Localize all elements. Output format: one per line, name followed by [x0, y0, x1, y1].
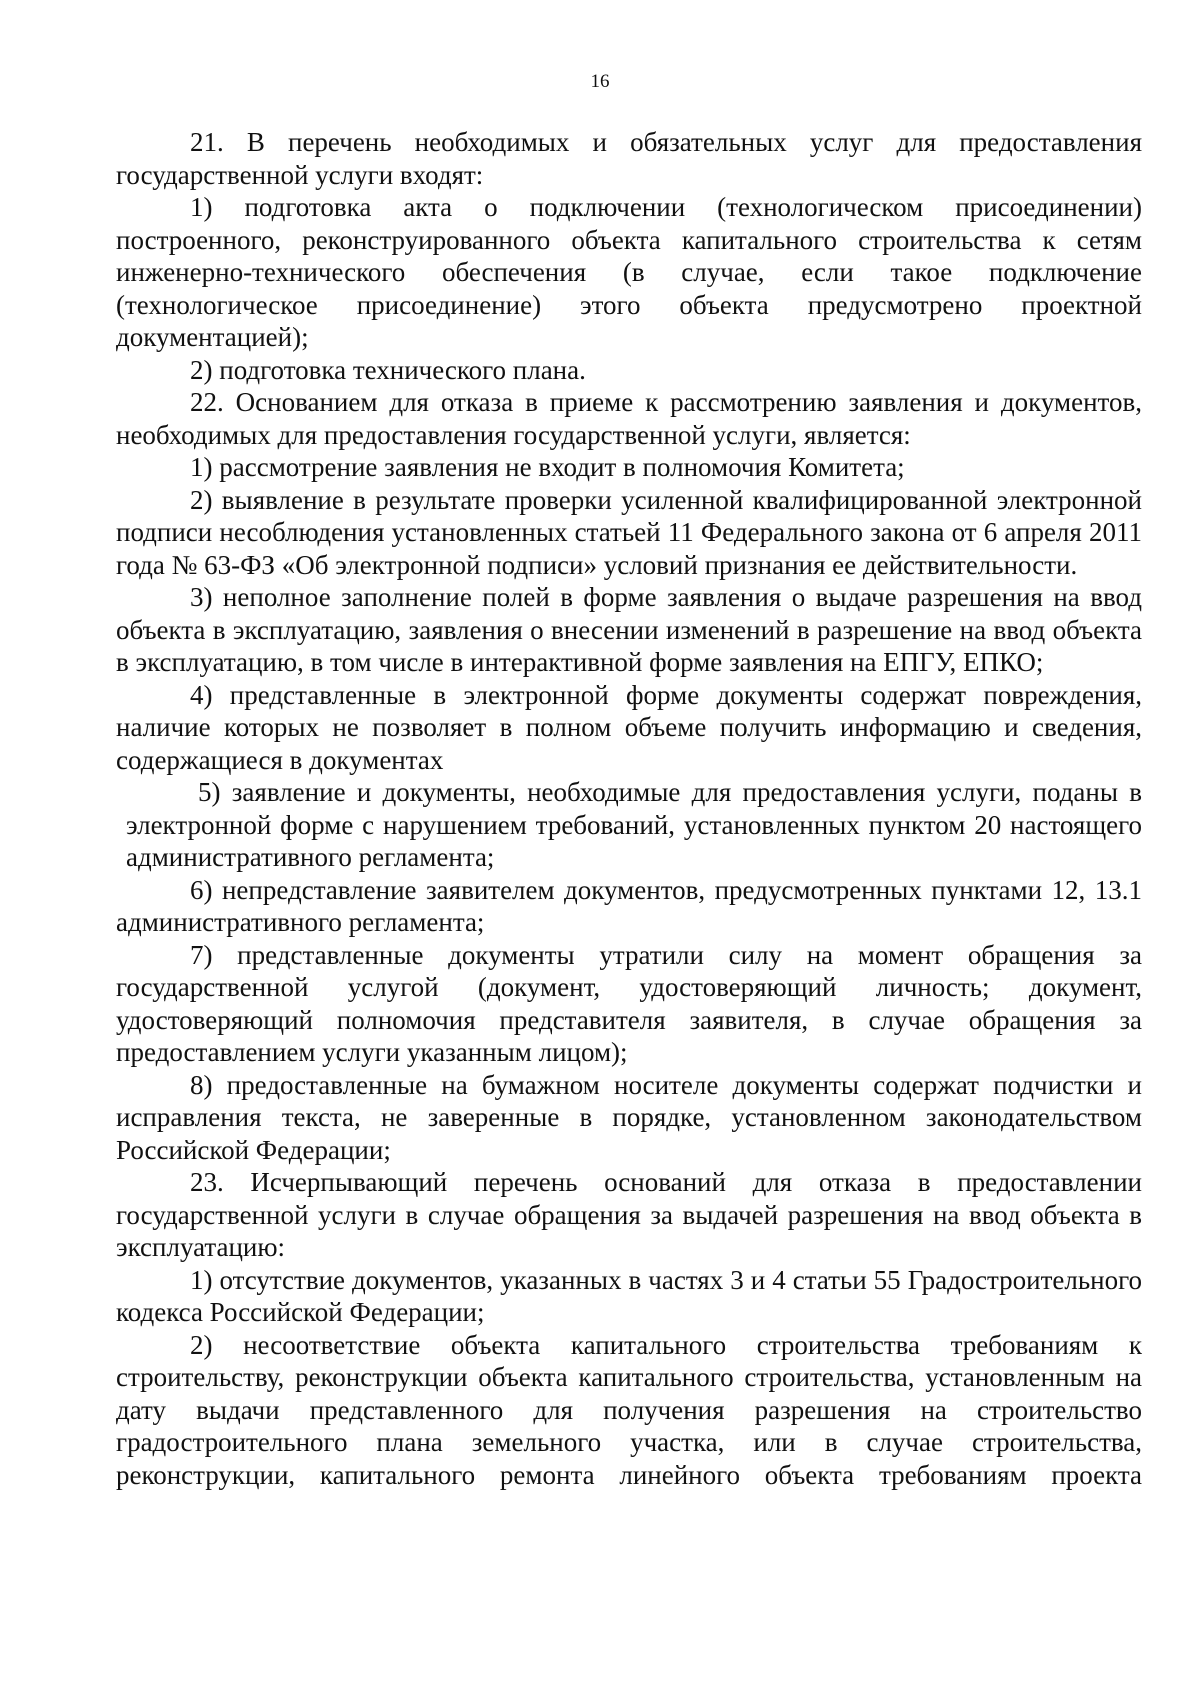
- paragraph-23-intro: 23. Исчерпывающий перечень оснований для отказа в предоставлении государственной услуги в случае обращения за выдачей разрешения на ввод объекта в эксплуатацию:: [116, 1167, 1142, 1262]
- paragraph-21-item-2: 2) подготовка технического плана.: [190, 354, 586, 385]
- paragraph-23-item-2: 2) несоответствие объекта капитального строительства требованиям к строительству, реконструкции объекта капитального строительства, установленным на дату выдачи представленного для получения разрешения на строительство градостроительного плана земельного участка, или в случае строительства, реконструкции, капитального ремонта линейного объекта требованиям проекта: [116, 1329, 1142, 1490]
- paragraph-22-item-3: 3) неполное заполнение полей в форме заявления о выдаче разрешения на ввод объекта в эксплуатацию, заявления о внесении изменений в разрешение на ввод объекта в эксплуатацию, в том числе в интерактивной форме заявления на ЕПГУ, ЕПКО;: [116, 582, 1142, 677]
- paragraph-22-intro: 22. Основанием для отказа в приеме к рассмотрению заявления и документов, необходимых для предоставления государственной услуги, является:: [116, 387, 1142, 450]
- paragraph-22-item-7: 7) представленные документы утратили силу на момент обращения за государственной услугой (документ, удостоверяющий личность; документ, удостоверяющий полномочия представителя заявителя, в случае обращения за предоставлением услуги указанным лицом);: [116, 939, 1142, 1067]
- paragraph-22-item-4: 4) представленные в электронной форме документы содержат повреждения, наличие которых не позволяет в полном объеме получить информацию и сведения, содержащиеся в документах: [116, 679, 1142, 775]
- paragraph-22-item-8: 8) предоставленные на бумажном носителе документы содержат подчистки и исправления текста, не заверенные в порядке, установленном законодательством Российской Федерации;: [116, 1069, 1142, 1165]
- paragraph-22-item-5: 5) заявление и документы, необходимые для предоставления услуги, поданы в электронной форме с нарушением требований, установленных пунктом 20 настоящего административного регламента;: [126, 777, 1142, 872]
- paragraph-22-item-6: 6) непредставление заявителем документов, предусмотренных пунктами 12, 13.1 административного регламента;: [116, 874, 1142, 937]
- document-body: [116, 126, 1142, 1491]
- paragraph-22-item-2: 2) выявление в результате проверки усиленной квалифицированной электронной подписи несоблюдения установленных статьей 11 Федерального закона от 6 апреля 2011 года № 63-ФЗ «Об электронной подписи» условий признания ее действительности.: [116, 484, 1142, 580]
- page-number: 16: [590, 71, 610, 92]
- paragraph-21-item-1: 1) подготовка акта о подключении (технологическом присоединении) построенного, реконструированного объекта капитального строительства к сетям инженерно-технического обеспечения (в случае, если такое подключение (технологическое присоединение) этого объекта предусмотрено проектной документацией);: [116, 192, 1142, 352]
- paragraph-21-intro: 21. В перечень необходимых и обязательных услуг для предоставления государственной услуги входят:: [116, 127, 1142, 190]
- paragraph-22-item-1: 1) рассмотрение заявления не входит в полномочия Комитета;: [190, 452, 905, 482]
- paragraph-23-item-1: 1) отсутствие документов, указанных в частях 3 и 4 статьи 55 Градостроительного кодекса Российской Федерации;: [116, 1264, 1142, 1327]
